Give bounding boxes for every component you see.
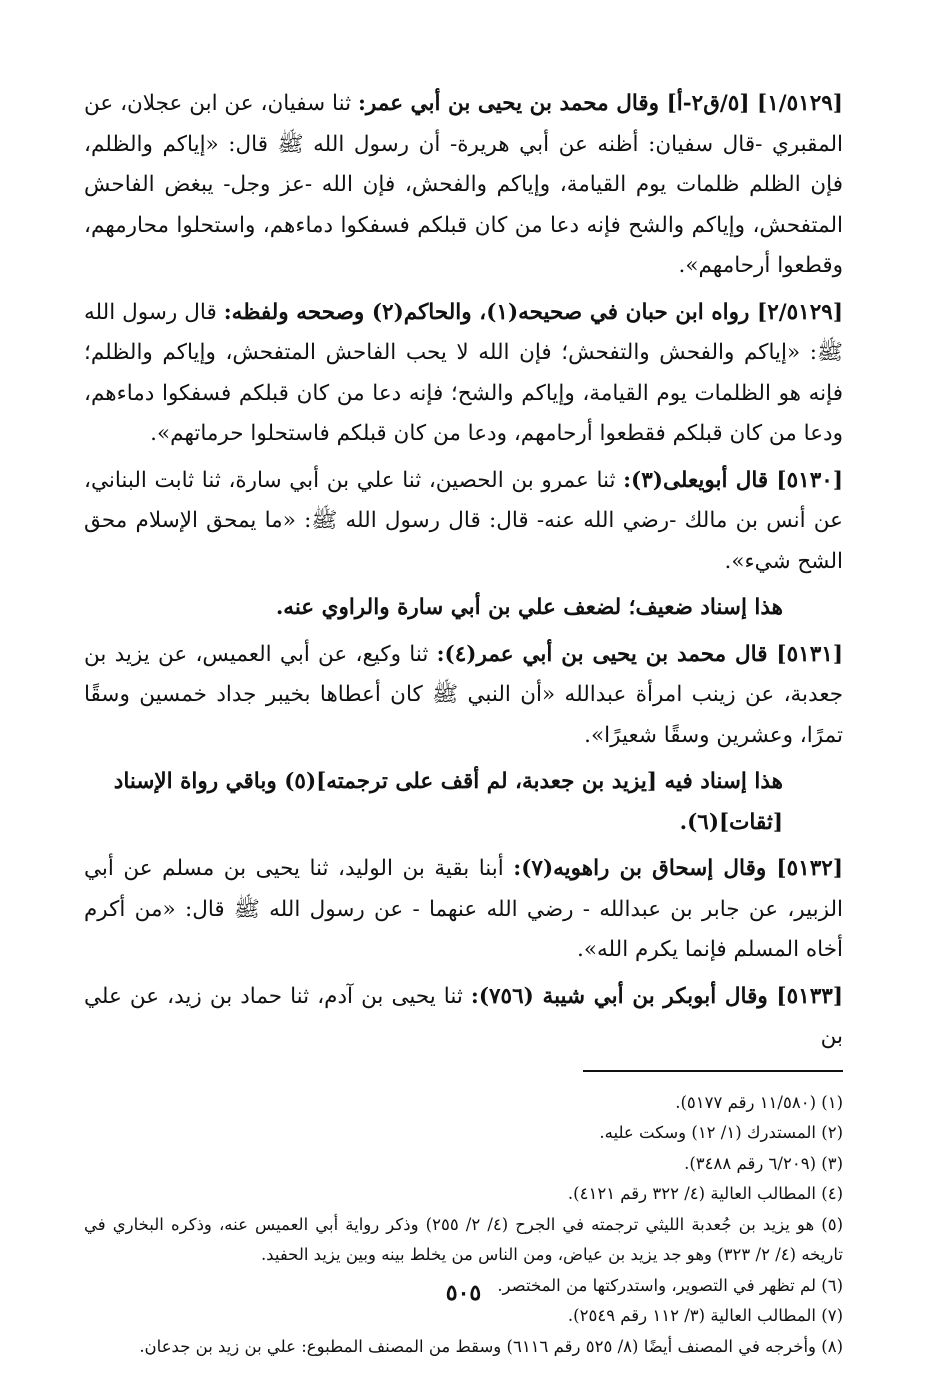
entry-heading: [٥١٣١] قال محمد بن يحيى بن أبي عمر(٤): (436, 641, 843, 667)
entry-body: أبنا بقية بن الوليد، ثنا يحيى بن مسلم عن أبي الزبير، عن جابر بن عبدالله - رضي الله عنهما - عن رسول الله ﷺ قال: «من أكرم أخاه المسلم فإنما يكرم الله». (84, 856, 843, 962)
footnote-6: (٦) لم تظهر في التصوير، واستدركتها من المختصر. (497, 1275, 843, 1295)
entry-body: ثنا يحيى بن آدم، ثنا حماد بن زيد، عن علي بن (84, 983, 843, 1049)
entry-body: ثنا عمرو بن الحصين، ثنا علي بن أبي سارة، ثنا ثابت البناني، عن أنس بن مالك -رضي الله عنه- قال: قال رسول الله ﷺ: «ما يمحق الإسلام محق الشح شيء». (84, 467, 843, 574)
hadith-entry-5131 (84, 635, 843, 757)
footnote-divider (583, 1070, 843, 1072)
hadith-entry-5129-1 (84, 84, 843, 287)
footnote-3: (٣) (٦/٢٠٩ رقم ٣٤٨٨). (684, 1153, 843, 1173)
entry-heading: [٥١٣٠] قال أبويعلى(٣): (623, 467, 843, 493)
entry-heading: [٥١٣٣] وقال أبوبكر بن أبي شيبة (٧٥٦): (470, 983, 843, 1009)
hadith-entry-5130 (84, 461, 843, 583)
footnote-2: (٢) المستدرك (١/ ١٢) وسكت عليه. (599, 1123, 843, 1142)
footnote-1: (١) (١١/٥٨٠ رقم ٥١٧٧). (675, 1092, 843, 1112)
hadith-entry-5129-2 (84, 293, 843, 455)
isnad-note-1: هذا إسناد ضعيف؛ لضعف علي بن أبي سارة والراوي عنه. (275, 595, 783, 620)
footnote-5: (٥) هو يزيد بن جُعدبة الليثي ترجمته في الجرح (٤/ ٢/ ٢٥٥) وذكر رواية أبي العميس عنه، وذكره البخاري في تاريخه (٤/ ٢/ ٣٢٣) وهو جد يزيد بن عياض، ومن الناس من يخلط بينه وبين يزيد الحفيد. (84, 1214, 843, 1264)
entry-heading: [١/٥١٢٩] [٥/ق٢-أ] وقال محمد بن يحيى بن أبي عمر: (357, 91, 843, 116)
entry-body: ثنا وكيع، عن أبي العميس، عن يزيد بن جعدبة، عن زينب امرأة عبدالله «أن النبي ﷺ كان أعطاها بخيبر جداد خمسين وسقًا تمرًا، وعشرين وسقًا شعيرًا». (84, 641, 843, 748)
entry-heading: [٢/٥١٢٩] رواه ابن حبان في صحيحه(١)، والحاكم(٢) وصححه ولفظه: (223, 299, 843, 325)
isnad-note-2: هذا إسناد فيه [يزيد بن جعدبة، لم أقف على ترجمته](٥) وباقي رواة الإسناد [ثقات](٦). (113, 769, 783, 835)
footnotes (84, 1088, 843, 1363)
hadith-entry-5132 (84, 849, 843, 971)
page-number: ٥٠٥ (445, 1280, 482, 1306)
entry-body: قال رسول الله ﷺ: «إياكم والفحش والتفحش؛ فإن الله لا يحب الفاحش المتفحش، وإياكم والظلم؛ فإنه هو الظلمات يوم القيامة، وإياكم والشح؛ فإنه دعا من كان قبلكم فسفكوا دماءهم، ودعا من كان قبلكم فقطعوا أرحامهم، ودعا من كان قبلكم فاستحلوا حرماتهم». (84, 299, 843, 446)
main-text (84, 84, 843, 1058)
entry-body: ثنا سفيان، عن ابن عجلان، عن المقبري -قال سفيان: أظنه عن أبي هريرة- أن رسول الله ﷺ قال: «إياكم والظلم، فإن الظلم ظلمات يوم القيامة، وإياكم والفحش، فإن الله -عز وجل- يبغض الفاحش المتفحش، وإياكم والشح فإنه دعا من كان قبلكم فسفكوا دماءهم، واستحلوا محارمهم، وقطعوا أرحامهم». (84, 91, 843, 278)
footnote-4: (٤) المطالب العالية (٤/ ٣٢٢ رقم ٤١٢١). (567, 1184, 843, 1203)
entry-heading: [٥١٣٢] وقال إسحاق بن راهويه(٧): (513, 856, 843, 881)
hadith-entry-5133 (84, 977, 843, 1058)
footnote-7: (٧) المطالب العالية (٣/ ١١٢ رقم ٢٥٤٩). (567, 1306, 843, 1325)
footnote-8: (٨) وأخرجه في المصنف أيضًا (٨/ ٥٢٥ رقم ٦١١٦) وسقط من المصنف المطبوع: علي بن زيد بن جدعان. (139, 1336, 843, 1356)
